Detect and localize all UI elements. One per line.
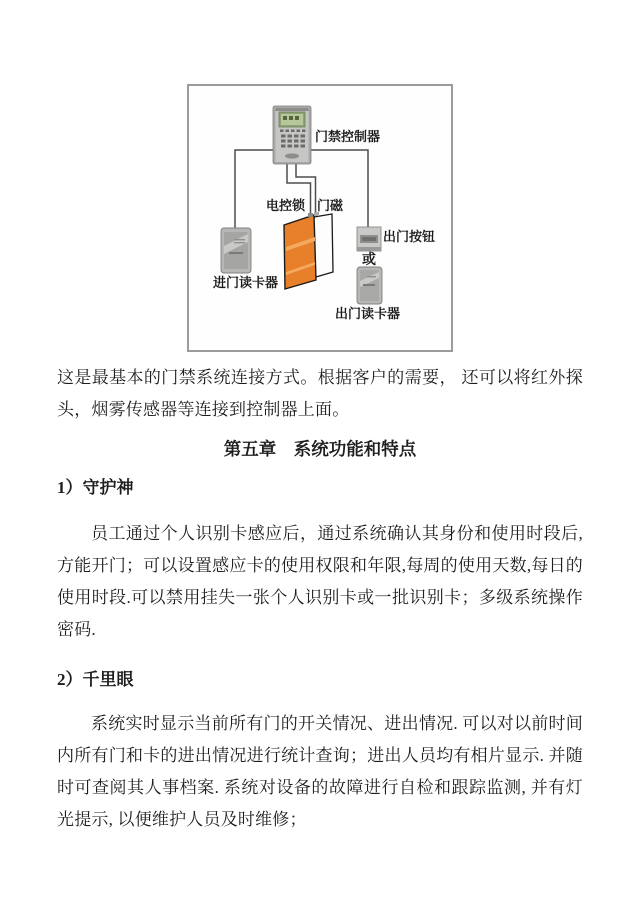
diagram-graphics — [189, 86, 451, 350]
section-body-guardian: 员工通过个人识别卡感应后，通过系统确认其身份和使用时段后,方能开门；可以设置感应卡的使用权限和年限,每周的使用天数,每日的使用时段.可以禁用挂失一张个人识别卡或一批识别卡；多级系统操作密码. — [57, 524, 583, 639]
label-door-magnet: 门磁 — [317, 198, 344, 213]
section-body-clairvoyance: 系统实时显示当前所有门的开关情况、进出情况. 可以对以前时间内所有门和卡的进出情况进行统计查询；进出人员均有相片显示. 并随时可查阅其人事档案. 系统对设备的故障进行自检和跟踪监测, 并有灯光提示, 以便维护人员及时维修； — [57, 714, 583, 829]
lock-hardware — [308, 213, 313, 217]
wire-to-entry-reader — [235, 150, 273, 228]
section-title-clairvoyance: 2）千里眼 — [57, 670, 134, 689]
chapter-heading: 第五章 系统功能和特点 — [223, 439, 417, 459]
label-exit-button: 出门按钮 — [383, 229, 436, 244]
label-or: 或 — [362, 251, 376, 267]
document-body — [57, 352, 583, 836]
access-control-diagram — [187, 84, 453, 352]
door-graphic — [284, 212, 333, 289]
door-leaf — [284, 215, 316, 289]
controller-logo — [285, 153, 299, 158]
label-exit-reader: 出门读卡器 — [335, 306, 401, 321]
exit-reader-device — [357, 267, 382, 304]
label-entry-reader: 进门读卡器 — [213, 275, 279, 290]
entry-reader-device — [221, 228, 251, 273]
label-access-controller: 门禁控制器 — [315, 129, 381, 144]
controller-device — [273, 106, 311, 164]
section-title-guardian: 1）守护神 — [57, 478, 134, 497]
exit-button-device — [357, 227, 381, 251]
label-electric-lock: 电控锁 — [266, 198, 306, 213]
intro-paragraph: 这是最基本的门禁系统连接方式。根据客户的需要， 还可以将红外探头，烟雾传感器等连接到控制器上面。 — [57, 368, 583, 419]
